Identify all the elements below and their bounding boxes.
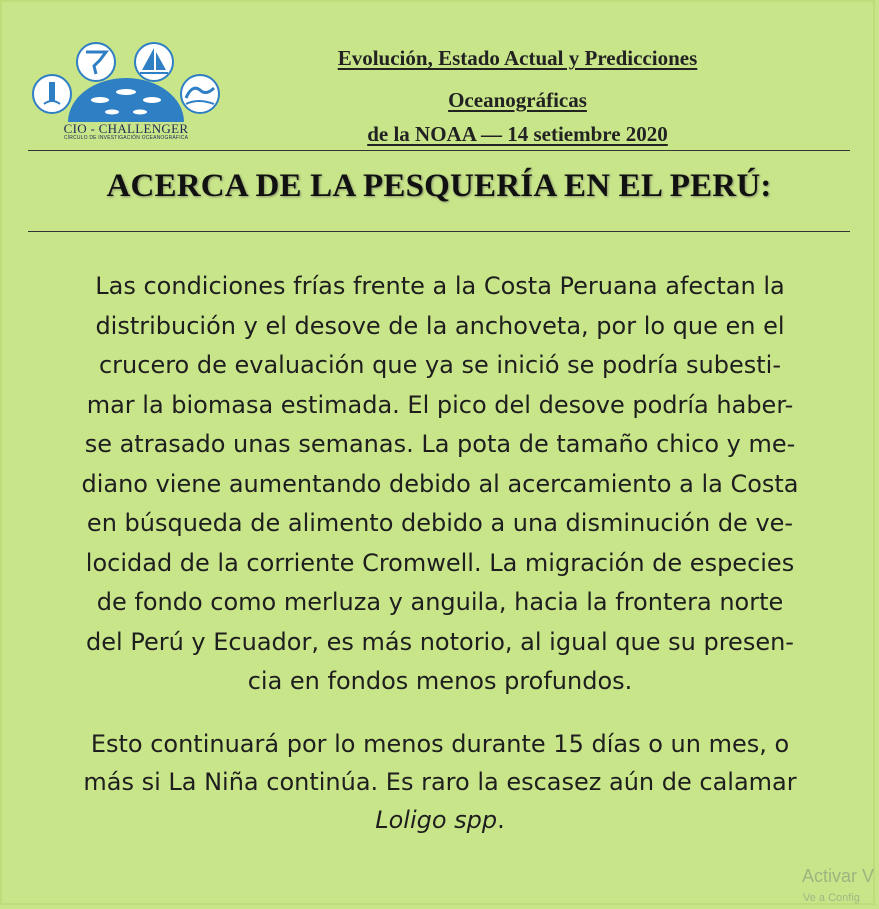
paragraph-line: se atrasado unas semanas. La pota de tamaño chico y me- [84,430,796,458]
header-title-line-1: Evolución, Estado Actual y Predicciones [337,46,698,70]
logo-emblem [28,42,224,122]
species-suffix: . [497,806,505,834]
paragraph-line: distribución y el desove de la anchoveta, por lo que en el [95,311,785,340]
fish-icon [105,110,119,115]
logo-subtitle: CÍRCULO DE INVESTIGACIÓN OCEANOGRÁFICA [63,135,189,141]
wave-icon [181,75,219,113]
paragraph-line: Esto continuará por lo menos durante 15 días o un mes, o [90,730,790,758]
fish-icon [91,97,109,103]
paragraph-line: en búsqueda de alimento debido a una disminución de ve- [86,509,794,537]
paragraph-line: más si La Niña continúa. Es raro la escasez aún de calamar [83,768,797,796]
section-heading: ACERCA DE LA PESQUERÍA EN EL PERÚ: [106,168,772,204]
paragraph-line: crucero de evaluación que ya se inició se podría subesti- [98,351,782,379]
header-title-line-2: Oceanográficas [448,88,587,112]
body-paragraph-2 [55,725,825,839]
paragraph-line: diano viene aumentando debido al acercamiento a la Costa [81,469,799,498]
species-name: Loligo spp [375,806,498,834]
logo-arc [68,78,184,122]
fish-icon [116,89,136,95]
header-divider [28,150,850,151]
cio-challenger-logo [28,42,224,144]
activation-watermark: Activar V [802,866,875,886]
tornado-icon [77,43,115,81]
header-title-line-3: de la NOAA — 14 setiembre 2020 [367,122,668,146]
fish-icon [143,97,161,103]
paragraph-line: locidad de la corriente Cromwell. La migración de especies [85,548,795,577]
paragraph-line: mar la biomasa estimada. El pico del desove podría haber- [86,390,794,419]
paragraph-line: de fondo como merluza y anguila, hacia la frontera norte [96,588,784,616]
body-paragraph-1 [55,267,825,702]
paragraph-line: cia en fondos menos profundos. [247,667,633,695]
paragraph-line: Las condiciones frías frente a la Costa Peruana afectan la [95,272,785,300]
sailboat-icon [135,43,173,81]
paragraph-line-species [55,801,825,839]
paragraph-line: del Perú y Ecuador, es más notorio, al igual que su presen- [86,627,794,656]
activation-watermark-sub: Ve a Config [803,892,860,904]
fish-icon [133,110,147,115]
section-divider [28,231,850,232]
logo-name: CIO - CHALLENGER [63,121,189,136]
lighthouse-icon [33,75,71,113]
